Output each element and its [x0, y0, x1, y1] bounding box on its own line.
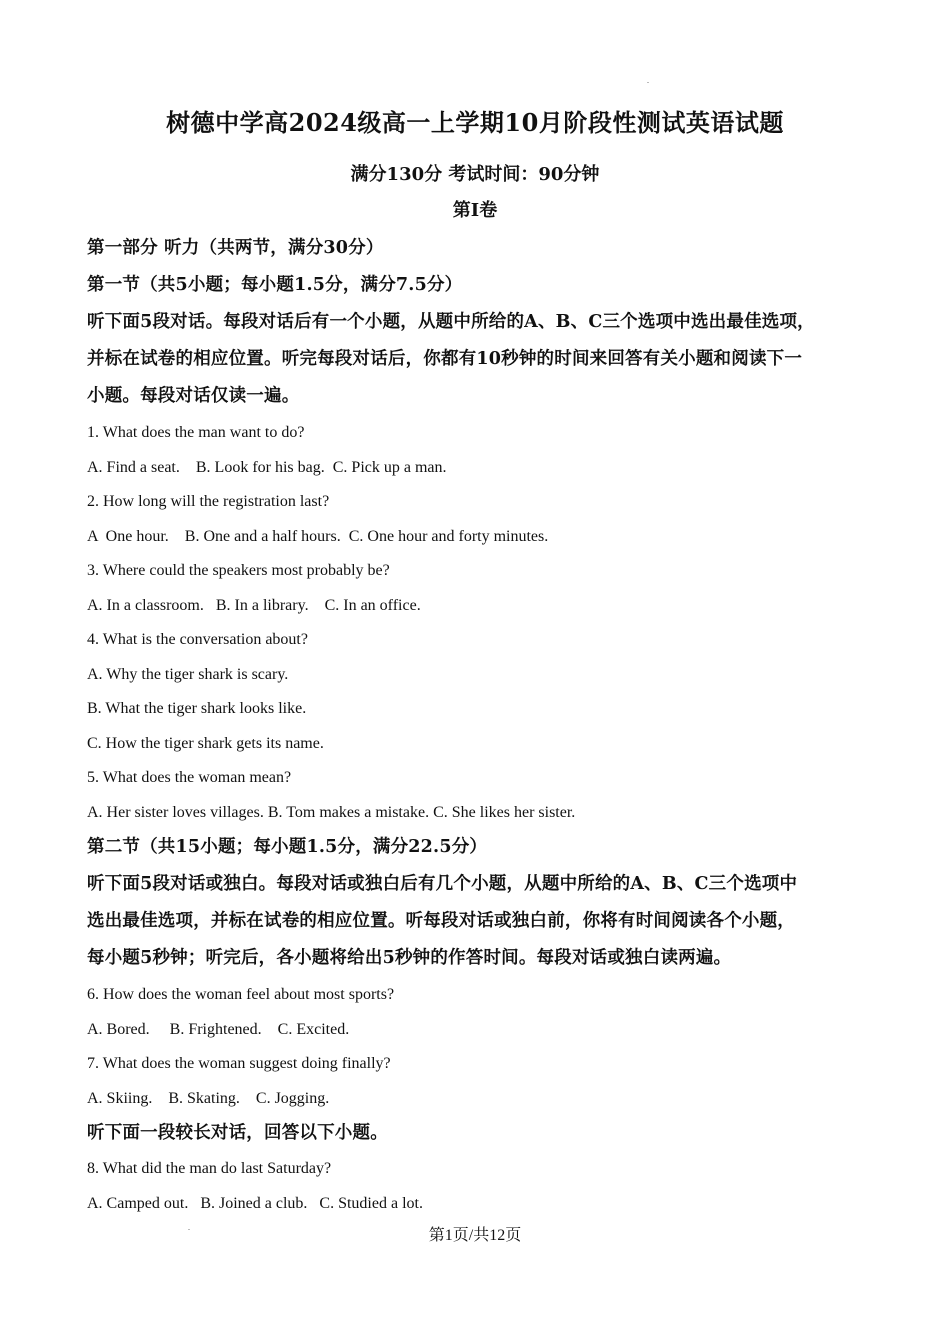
- option-line: C. How the tiger shark gets its name.: [87, 735, 324, 752]
- instruction-line: 听下面5段对话。每段对话后有一个小题，从题中所给的A、B、C三个选项中选出最佳选项，: [87, 312, 815, 332]
- options-line: A. Camped out. B. Joined a club. C. Studied a lot.: [87, 1195, 423, 1212]
- question-line: 7. What does the woman suggest doing finally?: [87, 1055, 391, 1072]
- options-line: A. Skiing. B. Skating. C. Jogging.: [87, 1090, 330, 1107]
- options-line: A. Her sister loves villages. B. Tom makes a mistake. C. She likes her sister.: [87, 804, 576, 821]
- question-line: 3. Where could the speakers most probably be?: [87, 562, 390, 579]
- options-line: A. Bored. B. Frightened. C. Excited.: [87, 1021, 350, 1038]
- instruction-line: 听下面5段对话或独白。每段对话或独白后有几个小题，从题中所给的A、B、C三个选项中: [87, 874, 798, 894]
- page-title: 树德中学高2024级高一上学期10月阶段性测试英语试题: [166, 108, 784, 137]
- instruction-line: 并标在试卷的相应位置。听完每段对话后，你都有10秒钟的时间来回答有关小题和阅读下一: [87, 349, 803, 369]
- instruction-line: 每小题5秒钟；听完后，各小题将给出5秒钟的作答时间。每段对话或独白读两遍。: [87, 948, 732, 968]
- options-line: A One hour. B. One and a half hours. C. One hour and forty minutes.: [87, 528, 549, 545]
- question-line: 6. How does the woman feel about most sports?: [87, 986, 395, 1003]
- question-line: 8. What did the man do last Saturday?: [87, 1160, 332, 1177]
- question-line: 4. What is the conversation about?: [87, 631, 308, 648]
- options-line: A. Find a seat. B. Look for his bag. C. Pick up a man.: [87, 459, 447, 476]
- option-line: B. What the tiger shark looks like.: [87, 700, 307, 717]
- instruction-line: 小题。每段对话仅读一遍。: [87, 386, 300, 406]
- part-heading: 第一部分 听力（共两节，满分30分）: [87, 238, 384, 258]
- scan-speck: [647, 82, 649, 83]
- option-line: A. Why the tiger shark is scary.: [87, 666, 289, 683]
- question-line: 5. What does the woman mean?: [87, 769, 292, 786]
- page-number: 第1页/共12页: [428, 1227, 522, 1244]
- exam-info: 满分130分 考试时间：90分钟: [350, 164, 600, 185]
- section-heading: 第二节（共15小题；每小题1.5分，满分22.5分）: [87, 837, 488, 857]
- options-line: A. In a classroom. B. In a library. C. In an office.: [87, 597, 421, 614]
- question-line: 1. What does the man want to do?: [87, 424, 305, 441]
- instruction-line: 选出最佳选项，并标在试卷的相应位置。听每段对话或独白前，你将有时间阅读各个小题，: [87, 911, 795, 931]
- volume-label: 第I卷: [452, 200, 498, 221]
- question-line: 2. How long will the registration last?: [87, 493, 330, 510]
- section-heading: 第一节（共5小题；每小题1.5分，满分7.5分）: [87, 275, 463, 295]
- long-dialog-note: 听下面一段较长对话，回答以下小题。: [87, 1123, 388, 1143]
